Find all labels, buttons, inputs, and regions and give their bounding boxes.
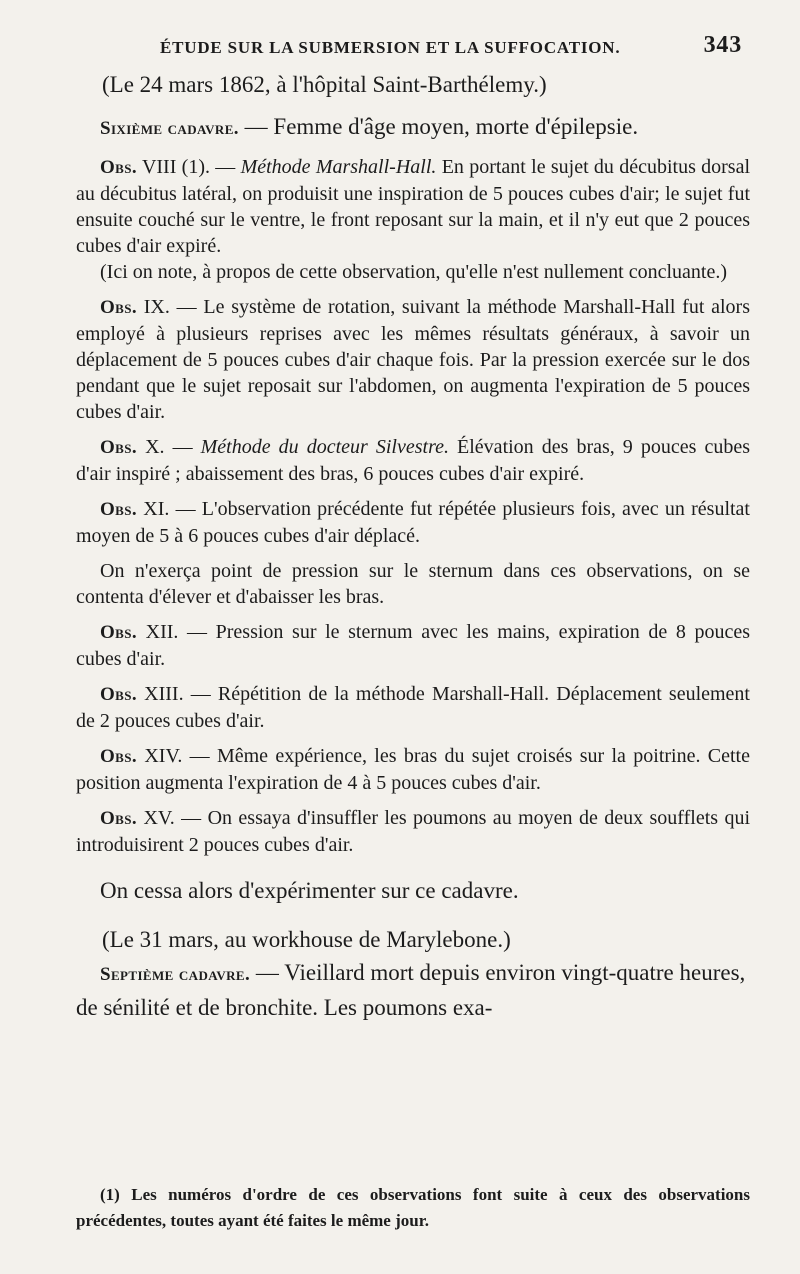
obs-15 xyxy=(76,805,750,858)
obs-11-label: Obs. xyxy=(100,499,138,520)
obs-11-text: XI. — L'observation précédente fut répétée plusieurs fois, avec un résultat moyen de 5 à 6 pouces cubes d'air déplacé. xyxy=(76,498,750,547)
obs-8-label: Obs. xyxy=(100,157,138,178)
obs-12 xyxy=(76,619,750,672)
date-heading-2: (Le 31 mars, au workhouse de Marylebone.) xyxy=(102,927,511,952)
obs-11-note: On n'exerça point de pression sur le sternum dans ces observations, on se contenta d'élever et d'abaisser les bras. xyxy=(76,560,750,608)
obs-14 xyxy=(76,743,750,796)
footnote xyxy=(76,1182,750,1234)
obs-10-method: Méthode du docteur Silvestre. xyxy=(200,436,449,458)
cadavre-7-heading xyxy=(76,956,750,1024)
obs-11 xyxy=(76,496,750,549)
obs-8-num: VIII (1). xyxy=(137,156,210,178)
obs-15-text: XV. — On essaya d'insuffler les poumons au moyen de deux soufflets qui introduisirent 2 pouces cubes d'air. xyxy=(76,807,750,856)
footnote-text: (1) Les numéros d'ordre de ces observations font suite à ceux des observations précédentes, toutes ayant été faites le même jour. xyxy=(76,1185,750,1230)
obs-13 xyxy=(76,681,750,734)
cadavre-6-text: — Femme d'âge moyen, morte d'épilepsie. xyxy=(238,114,639,139)
running-head xyxy=(76,30,750,68)
obs-10-text: Élévation des bras, 9 pouces cubes d'air inspiré ; abaissement des bras, 6 pouces cubes d'air expiré. xyxy=(76,436,750,485)
date-heading-1: (Le 24 mars 1862, à l'hôpital Saint-Barthélemy.) xyxy=(102,72,547,97)
cadavre-6-heading xyxy=(76,110,750,145)
obs-8-dash: — xyxy=(210,156,241,178)
running-title: ÉTUDE SUR LA SUBMERSION ET LA SUFFOCATION. xyxy=(160,38,621,57)
obs-10 xyxy=(76,434,750,487)
obs-12-text: XII. — Pression sur le sternum avec les mains, expiration de 8 pouces cubes d'air. xyxy=(76,621,750,670)
obs-9 xyxy=(76,294,750,425)
obs-8-method: Méthode Marshall-Hall. xyxy=(240,156,437,178)
obs-14-label: Obs. xyxy=(100,746,138,767)
obs-14-text: XIV. — Même expérience, les bras du sujet croisés sur la poitrine. Cette position augmenta l'expiration de 4 à 5 pouces cubes d'air. xyxy=(76,745,750,794)
cessation-line: On cessa alors d'expérimenter sur ce cadavre. xyxy=(100,878,519,903)
page-number: 343 xyxy=(703,32,742,58)
obs-9-text: IX. — Le système de rotation, suivant la méthode Marshall-Hall fut alors employé à plusieurs reprises avec les mêmes résultats généraux, à savoir un déplacement de 5 pouces cubes d'air chaque fois. Par la pression exercée sur le dos pendant que le sujet reposait sur l'abdomen, on augmenta l'expiration de 5 pouces cubes d'air. xyxy=(76,296,750,423)
obs-8 xyxy=(76,154,750,259)
cadavre-7-label: Septième cadavre. xyxy=(100,964,251,985)
cadavre-7-text: — Vieillard mort depuis environ vingt-quatre heures, de sénilité et de bronchite. Les poumons exa- xyxy=(76,960,746,1020)
obs-13-text: XIII. — Répétition de la méthode Marshall-Hall. Déplacement seulement de 2 pouces cubes d'air. xyxy=(76,683,750,732)
obs-15-label: Obs. xyxy=(100,808,138,829)
obs-8-note: (Ici on note, à propos de cette observation, qu'elle n'est nullement concluante.) xyxy=(100,261,727,283)
obs-10-num: X. — xyxy=(137,436,201,458)
obs-9-label: Obs. xyxy=(100,297,138,318)
obs-10-label: Obs. xyxy=(100,437,138,458)
obs-8-text: En portant le sujet du décubitus dorsal au décubitus latéral, on produisit une inspiration de 5 pouces cubes d'air; le sujet fut ensuite couché sur le ventre, le front reposant sur la main, et il n'y eut que 2 pouces cubes d'air expiré. xyxy=(76,156,751,257)
obs-13-label: Obs. xyxy=(100,684,138,705)
obs-12-label: Obs. xyxy=(100,622,138,643)
cadavre-6-label: Sixième cadavre. xyxy=(100,118,239,139)
